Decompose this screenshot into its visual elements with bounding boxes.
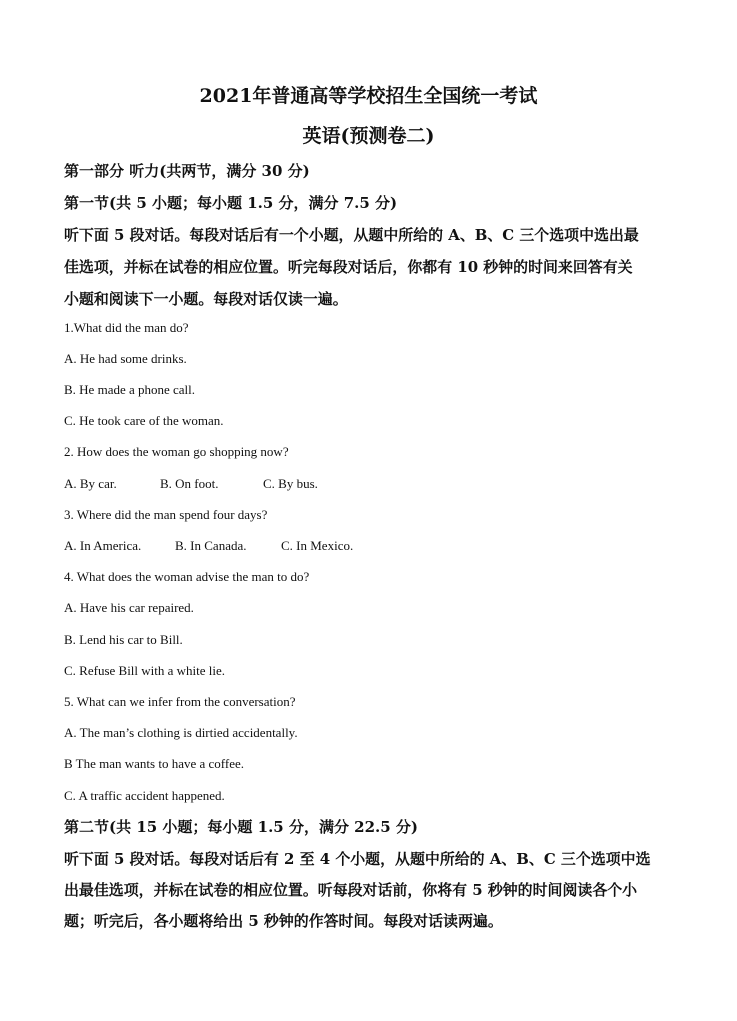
question-stem-1: 1.What did the man do? — [64, 320, 189, 335]
question-5-option-a: A. The man’s clothing is dirtied accidentally. — [64, 725, 298, 740]
question-stem-3: 3. Where did the man spend four days? — [64, 507, 268, 522]
question-1-option-a: A. He had some drinks. — [64, 351, 187, 366]
question-5-option-b: B The man wants to have a coffee. — [64, 756, 245, 771]
section2-instruction-line: 出最佳选项，并标在试卷的相应位置。听每段对话前，你将有 5 秒钟的时间阅读各个小 — [64, 881, 638, 899]
question-stem-2: 2. How does the woman go shopping now? — [64, 444, 289, 459]
section2-heading: 第二节(共 15 小题；每小题 1.5 分，满分 22.5 分) — [64, 818, 419, 836]
question-3-option-a: A. In America. — [64, 538, 142, 553]
question-stem-4: 4. What does the woman advise the man to do? — [64, 569, 310, 584]
section1-heading: 第一节(共 5 小题；每小题 1.5 分，满分 7.5 分) — [64, 194, 398, 212]
section1-instruction-line: 佳选项，并标在试卷的相应位置。听完每段对话后，你都有 10 秒钟的时间来回答有关 — [64, 258, 633, 276]
section2-instruction-line: 题；听完后，各小题将给出 5 秒钟的作答时间。每段对话读两遍。 — [64, 912, 503, 930]
question-3-options — [64, 538, 353, 554]
question-5-option-c: C. A traffic accident happened. — [64, 788, 225, 803]
section1-instruction-line: 听下面 5 段对话。每段对话后有一个小题，从题中所给的 A、B、C 三个选项中选出最 — [64, 226, 639, 244]
question-4-option-c: C. Refuse Bill with a white lie. — [64, 663, 226, 678]
question-stem-5: 5. What can we infer from the conversation? — [64, 694, 296, 709]
section2-instruction-line: 听下面 5 段对话。每段对话后有 2 至 4 个小题，从题中所给的 A、B、C 三个选项中选 — [64, 850, 651, 868]
question-2-option-c: C. By bus. — [263, 476, 318, 491]
question-1-option-c: C. He took care of the woman. — [64, 413, 224, 428]
question-4-option-b: B. Lend his car to Bill. — [64, 632, 183, 647]
exam-title: 2021年普通高等学校招生全国统一考试 — [199, 85, 538, 107]
question-2-option-b: B. On foot. — [160, 476, 219, 491]
part1-heading: 第一部分 听力(共两节，满分 30 分) — [64, 162, 310, 180]
question-3-option-c: C. In Mexico. — [281, 538, 354, 553]
exam-subtitle: 英语(预测卷二) — [302, 125, 435, 147]
question-1-option-b: B. He made a phone call. — [64, 382, 196, 397]
question-4-option-a: A. Have his car repaired. — [64, 600, 194, 615]
question-2-options — [64, 476, 318, 492]
question-2-option-a: A. By car. — [64, 476, 117, 491]
question-3-option-b: B. In Canada. — [175, 538, 247, 553]
section1-instruction-line: 小题和阅读下一小题。每段对话仅读一遍。 — [64, 290, 348, 308]
